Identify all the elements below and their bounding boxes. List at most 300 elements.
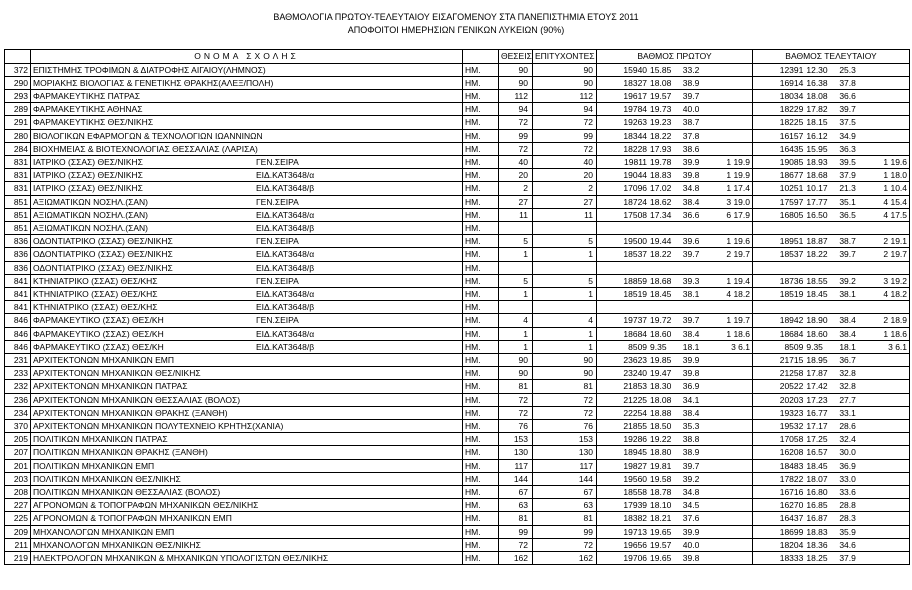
last-average: 16.12 xyxy=(806,130,828,141)
first-rank xyxy=(712,367,750,379)
last-rank: 3 19.2 xyxy=(883,275,908,286)
seats-value: 90 xyxy=(499,76,533,89)
school-name-cell xyxy=(31,287,463,300)
first-points: 19263 xyxy=(623,117,648,128)
last-average: 16.50 xyxy=(806,209,828,220)
last-average: 18.15 xyxy=(806,117,828,128)
school-name: ΕΠΙΣΤΗΜΗΣ ΤΡΟΦΙΜΩΝ & ΔΙΑΤΡΟΦΗΣ ΑΙΓΑΙΟΥ(ΛΗΜΝΟΣ) xyxy=(33,64,266,75)
first-percent: 38.4 xyxy=(682,407,700,418)
school-name: ΚΤΗΝΙΑΤΡΙΚΟ (ΣΣΑΣ) ΘΕΣ/ΚΗΣ xyxy=(33,288,158,299)
last-percent: 33.0 xyxy=(839,473,856,484)
school-name-cell xyxy=(31,221,463,234)
first-rank xyxy=(712,486,750,498)
first-percent: 38.9 xyxy=(682,447,700,458)
last-average: 16.77 xyxy=(806,407,828,418)
seats-value: 99 xyxy=(499,525,533,538)
first-percent: 39.3 xyxy=(682,275,700,286)
seats-value: 117 xyxy=(499,459,533,472)
seats-value: 72 xyxy=(499,142,533,155)
school-name-cell xyxy=(31,406,463,419)
table-row xyxy=(5,129,910,142)
school-code: 207 xyxy=(5,446,31,459)
table-row xyxy=(5,155,910,168)
last-points: 17058 xyxy=(779,434,804,445)
seats-value: 162 xyxy=(499,552,533,565)
first-rank xyxy=(712,380,750,392)
successful-value: 90 xyxy=(533,76,597,89)
school-type: ΗΜ. xyxy=(463,353,499,366)
school-type: ΗΜ. xyxy=(463,182,499,195)
first-rank: 1 19.9 xyxy=(726,156,750,167)
first-percent: 40.0 xyxy=(682,104,700,115)
header-last-grade: ΒΑΘΜΟΣ ΤΕΛΕΥΤΑΙΟΥ xyxy=(753,50,910,64)
first-points: 19737 xyxy=(623,315,648,326)
last-grade-cell xyxy=(753,406,910,419)
seats-value: 67 xyxy=(499,486,533,499)
first-rank: 1 18.6 xyxy=(726,328,750,339)
school-name: ΙΑΤΡΙΚΟ (ΣΣΑΣ) ΘΕΣ/ΝΙΚΗΣ xyxy=(33,183,143,194)
school-name-cell xyxy=(31,486,463,499)
last-percent: 28.3 xyxy=(839,513,856,524)
last-points: 18519 xyxy=(779,288,804,299)
last-points: 18225 xyxy=(779,117,804,128)
first-grade-cell xyxy=(597,63,753,76)
school-type: ΗΜ. xyxy=(463,419,499,432)
successful-value: 4 xyxy=(533,314,597,327)
last-average: 18.90 xyxy=(806,315,828,326)
last-points: 8509 xyxy=(784,341,804,352)
school-type: ΗΜ. xyxy=(463,116,499,129)
school-name: ΑΞΙΩΜΑΤΙΚΩΝ ΝΟΣΗΛ.(ΣΑΝ) xyxy=(33,209,149,220)
table-row xyxy=(5,261,910,274)
first-percent: 34.5 xyxy=(682,500,700,511)
first-rank xyxy=(712,130,750,142)
last-rank: 2 19.7 xyxy=(883,249,908,260)
last-percent: 21.3 xyxy=(839,183,856,194)
last-rank: 2 19.1 xyxy=(883,236,908,247)
school-category: ΕΙΔ.ΚΑΤ3648/β xyxy=(256,341,315,352)
first-rank: 1 19.4 xyxy=(726,275,750,286)
school-name-cell xyxy=(31,419,463,432)
school-name-cell xyxy=(31,76,463,89)
seats-value: 90 xyxy=(499,367,533,380)
school-code: 836 xyxy=(5,261,31,274)
first-points: 21855 xyxy=(623,420,648,431)
last-grade-cell xyxy=(753,446,910,459)
first-points: 19713 xyxy=(623,526,648,537)
first-points: 21853 xyxy=(623,381,648,392)
first-average: 17.34 xyxy=(650,209,672,220)
seats-value: 144 xyxy=(499,472,533,485)
header-code xyxy=(5,50,31,64)
first-percent: 39.7 xyxy=(682,460,700,471)
first-grade-cell xyxy=(597,195,753,208)
first-rank xyxy=(712,460,750,472)
successful-value: 117 xyxy=(533,459,597,472)
last-grade-cell xyxy=(753,340,910,353)
last-grade-cell xyxy=(753,76,910,89)
school-type: ΗΜ. xyxy=(463,472,499,485)
last-points: 17822 xyxy=(779,473,804,484)
last-rank xyxy=(868,460,907,472)
last-percent: 38.4 xyxy=(839,315,856,326)
last-rank: 4 17.5 xyxy=(883,209,908,220)
table-row xyxy=(5,446,910,459)
first-points: 15940 xyxy=(623,64,648,75)
last-rank xyxy=(868,499,907,511)
seats-value: 130 xyxy=(499,446,533,459)
successful-value: 76 xyxy=(533,419,597,432)
first-percent: 38.8 xyxy=(682,434,700,445)
first-average: 15.85 xyxy=(650,64,672,75)
successful-value: 11 xyxy=(533,208,597,221)
first-points: 19044 xyxy=(623,170,648,181)
school-type: ΗΜ. xyxy=(463,512,499,525)
school-category: ΕΙΔ.ΚΑΤ3648/α xyxy=(256,328,315,339)
last-rank xyxy=(868,526,907,538)
first-average: 18.78 xyxy=(650,487,672,497)
last-average: 16.85 xyxy=(806,500,828,511)
last-grade-cell xyxy=(753,287,910,300)
seats-value: 112 xyxy=(499,89,533,102)
table-row xyxy=(5,103,910,116)
first-rank xyxy=(712,552,750,564)
last-rank xyxy=(868,103,907,115)
last-points: 21715 xyxy=(779,354,804,365)
table-row xyxy=(5,367,910,380)
last-rank: 3 6.1 xyxy=(888,341,908,352)
first-grade-cell xyxy=(597,459,753,472)
first-grade-cell xyxy=(597,406,753,419)
last-average: 18.22 xyxy=(806,249,828,260)
first-average: 18.08 xyxy=(650,77,672,88)
table-row xyxy=(5,235,910,248)
first-percent: 37.8 xyxy=(682,130,700,141)
first-grade-cell xyxy=(597,499,753,512)
last-average: 17.82 xyxy=(806,104,828,115)
school-type: ΗΜ. xyxy=(463,142,499,155)
last-average: 10.17 xyxy=(806,183,828,194)
last-average: 16.57 xyxy=(806,447,828,458)
first-rank xyxy=(712,103,750,115)
table-row xyxy=(5,512,910,525)
seats-value: 4 xyxy=(499,314,533,327)
school-name: ΟΔΟΝΤΙΑΤΡΙΚΟ (ΣΣΑΣ) ΘΕΣ/ΝΙΚΗΣ xyxy=(33,236,173,247)
school-name-cell xyxy=(31,182,463,195)
successful-value: 99 xyxy=(533,129,597,142)
first-rank: 3 6.1 xyxy=(731,341,750,352)
first-average: 19.57 xyxy=(650,90,672,101)
last-average: 18.55 xyxy=(806,275,828,286)
first-percent: 36.6 xyxy=(682,209,700,220)
table-row xyxy=(5,248,910,261)
table-row xyxy=(5,76,910,89)
document-subtitle: ΑΠΟΦΟΙΤΟΙ ΗΜΕΡΗΣΙΩΝ ΓΕΝΙΚΩΝ ΛΥΚΕΙΩΝ (90%) xyxy=(347,25,565,35)
first-average: 19.57 xyxy=(650,539,672,550)
first-points: 18537 xyxy=(623,249,648,260)
last-grade-cell xyxy=(753,195,910,208)
first-grade-cell xyxy=(597,525,753,538)
last-points: 20203 xyxy=(779,394,804,405)
school-name-cell xyxy=(31,129,463,142)
school-name-cell xyxy=(31,235,463,248)
first-grade-cell xyxy=(597,433,753,446)
last-percent: 36.9 xyxy=(839,460,856,471)
first-rank: 3 19.0 xyxy=(726,196,750,207)
first-percent: 37.6 xyxy=(682,513,700,524)
school-name: ΜΗΧΑΝΟΛΟΓΩΝ ΜΗΧΑΝΙΚΩΝ ΕΜΠ xyxy=(33,526,175,537)
school-name-cell xyxy=(31,195,463,208)
school-name-cell xyxy=(31,340,463,353)
first-grade-cell xyxy=(597,274,753,287)
successful-value: 144 xyxy=(533,472,597,485)
successful-value: 2 xyxy=(533,182,597,195)
last-grade-cell xyxy=(753,459,910,472)
last-percent: 34.9 xyxy=(839,130,856,141)
seats-value: 5 xyxy=(499,274,533,287)
seats-value: 5 xyxy=(499,235,533,248)
school-name-cell xyxy=(31,380,463,393)
last-average: 18.45 xyxy=(806,288,828,299)
first-rank: 1 19.6 xyxy=(726,236,750,247)
school-name: ΑΓΡΟΝΟΜΩΝ & ΤΟΠΟΓΡΑΦΩΝ ΜΗΧΑΝΙΚΩΝ ΘΕΣ/ΝΙΚΗΣ xyxy=(33,500,259,511)
last-average: 16.80 xyxy=(806,487,828,497)
successful-value: 162 xyxy=(533,552,597,565)
school-name-cell xyxy=(31,169,463,182)
school-code: 219 xyxy=(5,552,31,565)
first-percent: 39.7 xyxy=(682,90,700,101)
table-row xyxy=(5,116,910,129)
table-row xyxy=(5,89,910,102)
seats-value: 1 xyxy=(499,327,533,340)
first-percent: 39.9 xyxy=(682,156,700,167)
last-grade-cell xyxy=(753,552,910,565)
school-name-cell xyxy=(31,155,463,168)
school-code: 372 xyxy=(5,63,31,76)
table-row xyxy=(5,419,910,432)
last-grade-cell xyxy=(753,182,910,195)
school-category: ΕΙΔ.ΚΑΤ3648/α xyxy=(256,170,315,181)
last-percent: 34.6 xyxy=(839,539,856,550)
last-points: 18483 xyxy=(779,460,804,471)
last-percent: 33.1 xyxy=(839,407,856,418)
school-name: ΦΑΡΜΑΚΕΥΤΙΚΗΣ ΑΘΗΝΑΣ xyxy=(33,104,143,115)
first-rank xyxy=(712,77,750,89)
first-points: 17939 xyxy=(623,500,648,511)
first-points: 19286 xyxy=(623,434,648,445)
seats-value: 72 xyxy=(499,538,533,551)
last-grade-cell xyxy=(753,419,910,432)
school-name-cell xyxy=(31,142,463,155)
last-grade-cell xyxy=(753,103,910,116)
first-rank: 2 19.7 xyxy=(726,249,750,260)
school-type: ΗΜ. xyxy=(463,195,499,208)
school-name: ΠΟΛΙΤΙΚΩΝ ΜΗΧΑΝΙΚΩΝ ΘΕΣΣΑΛΙΑΣ (ΒΟΛΟΣ) xyxy=(33,487,221,497)
first-grade-cell xyxy=(597,446,753,459)
first-average: 18.62 xyxy=(650,196,672,207)
school-code: 234 xyxy=(5,406,31,419)
last-grade-cell xyxy=(753,538,910,551)
seats-value: 90 xyxy=(499,63,533,76)
last-average: 18.60 xyxy=(806,328,828,339)
school-code: 851 xyxy=(5,221,31,234)
last-grade-cell xyxy=(753,512,910,525)
last-average: 17.17 xyxy=(806,420,828,431)
first-points: 18558 xyxy=(623,487,648,497)
school-name: ΑΡΧΙΤΕΚΤΟΝΩΝ ΜΗΧΑΝΙΚΩΝ ΠΑΤΡΑΣ xyxy=(33,381,188,392)
school-name: ΑΡΧΙΤΕΚΤΟΝΩΝ ΜΗΧΑΝΙΚΩΝ ΘΡΑΚΗΣ (ΞΑΝΘΗ) xyxy=(33,407,228,418)
first-rank: 4 18.2 xyxy=(726,288,750,299)
last-rank xyxy=(868,486,907,498)
school-code: 236 xyxy=(5,393,31,406)
last-average: 18.95 xyxy=(806,354,828,365)
successful-value: 1 xyxy=(533,287,597,300)
seats-value: 72 xyxy=(499,406,533,419)
school-name-cell xyxy=(31,327,463,340)
first-average: 18.22 xyxy=(650,130,672,141)
school-code: 841 xyxy=(5,287,31,300)
first-percent: 38.4 xyxy=(682,328,700,339)
header-seats: ΘΕΣΕΙΣ xyxy=(499,50,533,64)
first-average: 9.35 xyxy=(650,341,667,352)
school-code: 208 xyxy=(5,486,31,499)
last-points: 19532 xyxy=(779,420,804,431)
first-rank: 1 17.4 xyxy=(726,183,750,194)
school-type: ΗΜ. xyxy=(463,393,499,406)
first-grade-cell xyxy=(597,472,753,485)
school-code: 225 xyxy=(5,512,31,525)
seats-value: 27 xyxy=(499,195,533,208)
first-rank xyxy=(712,499,750,511)
last-points: 18942 xyxy=(779,315,804,326)
school-name-cell xyxy=(31,393,463,406)
last-points: 20522 xyxy=(779,381,804,392)
first-points: 18327 xyxy=(623,77,648,88)
school-code: 203 xyxy=(5,472,31,485)
last-grade-cell xyxy=(753,499,910,512)
first-percent: 39.7 xyxy=(682,315,700,326)
school-code: 289 xyxy=(5,103,31,116)
school-category: ΓΕΝ.ΣΕΙΡΑ xyxy=(256,196,299,207)
first-points: 21225 xyxy=(623,394,648,405)
table-row xyxy=(5,287,910,300)
first-points: 19706 xyxy=(623,553,648,564)
table-row xyxy=(5,274,910,287)
table-row xyxy=(5,63,910,76)
last-rank xyxy=(868,407,907,419)
successful-value: 27 xyxy=(533,195,597,208)
table-row xyxy=(5,393,910,406)
school-type: ΗΜ. xyxy=(463,499,499,512)
first-percent: 39.2 xyxy=(682,473,700,484)
first-percent: 34.8 xyxy=(682,183,700,194)
last-rank: 1 10.4 xyxy=(883,183,908,194)
school-name: ΦΑΡΜΑΚΕΥΤΙΚΟ (ΣΣΑΣ) ΘΕΣ/ΚΗ xyxy=(33,315,164,326)
successful-value: 72 xyxy=(533,538,597,551)
first-points: 18724 xyxy=(623,196,648,207)
first-percent: 38.6 xyxy=(682,143,700,154)
first-percent: 38.9 xyxy=(682,77,700,88)
school-name: ΠΟΛΙΤΙΚΩΝ ΜΗΧΑΝΙΚΩΝ ΠΑΤΡΑΣ xyxy=(33,434,168,445)
first-rank xyxy=(712,473,750,485)
last-grade-cell xyxy=(753,525,910,538)
last-average: 17.77 xyxy=(806,196,828,207)
first-grade-cell xyxy=(597,287,753,300)
last-points: 18951 xyxy=(779,236,804,247)
last-grade-cell xyxy=(753,169,910,182)
first-points: 19811 xyxy=(624,156,648,167)
first-grade-cell xyxy=(597,261,753,274)
school-code: 284 xyxy=(5,142,31,155)
first-rank xyxy=(712,433,750,445)
school-name: ΙΑΤΡΙΚΟ (ΣΣΑΣ) ΘΕΣ/ΝΙΚΗΣ xyxy=(33,156,143,167)
first-average: 19.78 xyxy=(650,156,672,167)
last-grade-cell xyxy=(753,274,910,287)
last-grade-cell xyxy=(753,89,910,102)
first-points: 22254 xyxy=(623,407,648,418)
first-average: 19.65 xyxy=(650,526,672,537)
first-rank: 6 17.9 xyxy=(726,209,750,220)
first-average: 18.10 xyxy=(650,500,672,511)
successful-value: 67 xyxy=(533,486,597,499)
first-percent: 36.9 xyxy=(682,381,700,392)
last-points: 18677 xyxy=(779,170,804,181)
school-code: 841 xyxy=(5,301,31,314)
first-points: 17096 xyxy=(623,183,648,194)
last-grade-cell xyxy=(753,235,910,248)
school-type: ΗΜ. xyxy=(463,367,499,380)
first-points: 18228 xyxy=(623,143,648,154)
last-rank xyxy=(868,446,907,458)
table-row xyxy=(5,406,910,419)
first-average: 18.21 xyxy=(650,513,672,524)
last-points: 19323 xyxy=(779,407,804,418)
first-percent: 39.8 xyxy=(682,553,700,564)
seats-value: 20 xyxy=(499,169,533,182)
school-code: 201 xyxy=(5,459,31,472)
school-type: ΗΜ. xyxy=(463,433,499,446)
last-percent: 30.0 xyxy=(839,447,856,458)
first-average: 18.08 xyxy=(650,394,672,405)
school-code: 831 xyxy=(5,182,31,195)
last-points: 18229 xyxy=(779,104,804,115)
last-points: 18034 xyxy=(779,90,804,101)
last-average: 12.30 xyxy=(806,64,828,75)
last-percent: 37.9 xyxy=(839,553,856,564)
last-average: 18.68 xyxy=(806,170,828,181)
school-code: 836 xyxy=(5,235,31,248)
successful-value: 153 xyxy=(533,433,597,446)
school-category: ΓΕΝ.ΣΕΙΡΑ xyxy=(256,275,299,286)
last-percent: 39.5 xyxy=(839,156,856,167)
last-points: 16805 xyxy=(779,209,804,220)
school-name: ΑΡΧΙΤΕΚΤΟΝΩΝ ΜΗΧΑΝΙΚΩΝ ΘΕΣΣΑΛΙΑΣ (ΒΟΛΟΣ) xyxy=(33,394,241,405)
first-average: 17.02 xyxy=(650,183,672,194)
first-rank xyxy=(712,64,750,76)
last-rank xyxy=(868,473,907,485)
school-name-cell xyxy=(31,446,463,459)
successful-value: 90 xyxy=(533,367,597,380)
school-type: ΗΜ. xyxy=(463,538,499,551)
first-average: 19.47 xyxy=(650,368,672,379)
school-code: 231 xyxy=(5,353,31,366)
last-average: 17.23 xyxy=(806,394,828,405)
last-rank: 4 18.2 xyxy=(883,288,908,299)
last-grade-cell xyxy=(753,486,910,499)
last-rank xyxy=(868,130,907,142)
table-row xyxy=(5,221,910,234)
first-grade-cell xyxy=(597,103,753,116)
